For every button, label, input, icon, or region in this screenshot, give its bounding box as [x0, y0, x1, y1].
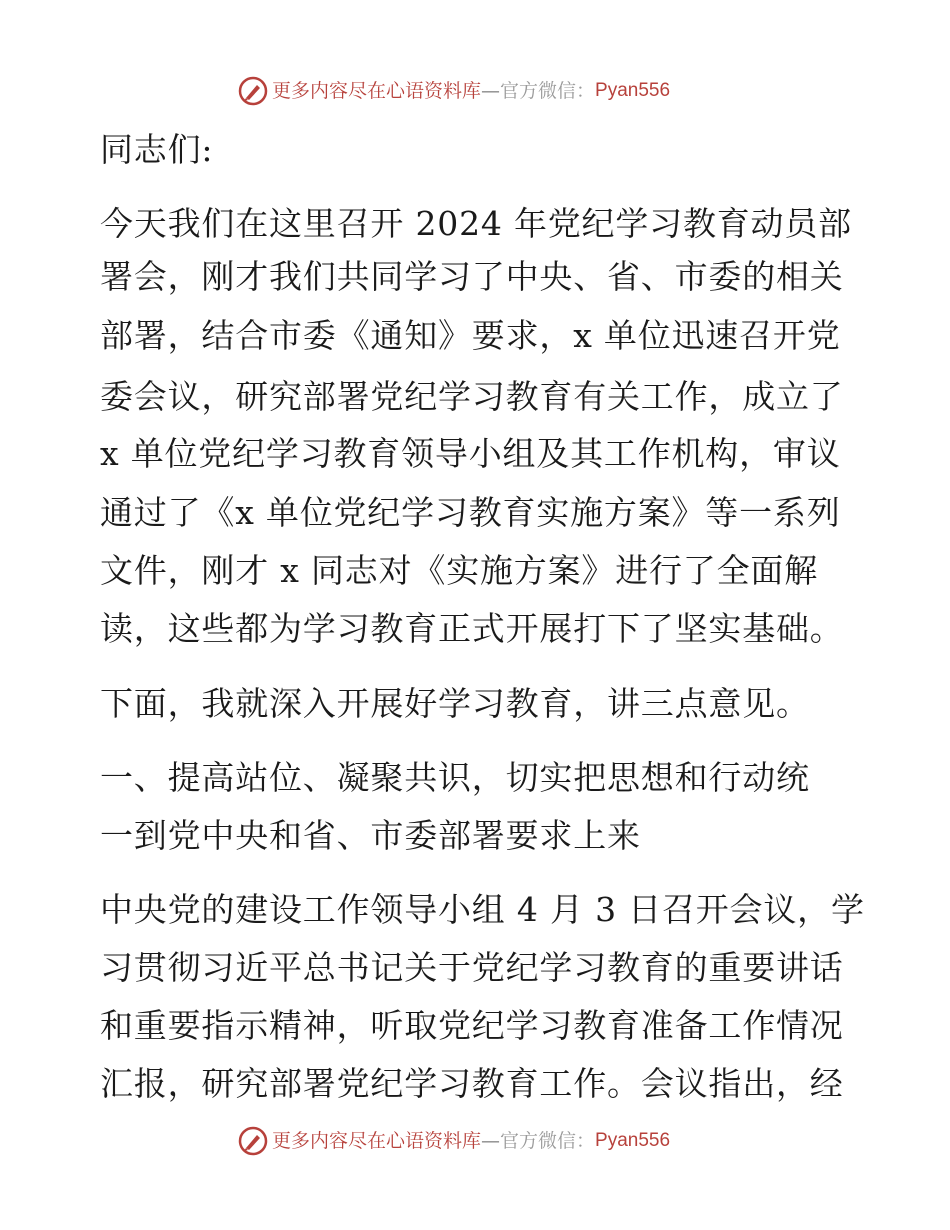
- watermark-title: 更多内容尽在心语资料库: [272, 1130, 482, 1152]
- watermark-header: [238, 76, 670, 106]
- watermark-label: 官方微信：: [500, 80, 596, 102]
- text-line: 汇报，研究部署党纪学习教育工作。会议指出，经: [100, 1064, 844, 1103]
- watermark-dash: —: [481, 1130, 501, 1152]
- pen-logo-icon: [238, 76, 268, 106]
- section-heading-line: 一、提高站位、凝聚共识，切实把思想和行动统: [100, 758, 810, 797]
- text-line: 下面，我就深入开展好学习教育，讲三点意见。: [100, 684, 810, 723]
- text-line: 和重要指示精神，听取党纪学习教育准备工作情况: [100, 1006, 844, 1045]
- text-line: x 单位党纪学习教育领导小组及其工作机构，审议: [100, 434, 841, 473]
- text-line: 通过了《x 单位党纪学习教育实施方案》等一系列: [100, 493, 841, 532]
- watermark-footer: [238, 1126, 670, 1156]
- watermark-dash: —: [481, 80, 501, 102]
- watermark-label: 官方微信：: [500, 1130, 596, 1152]
- text-line: 中央党的建设工作领导小组 4 月 3 日召开会议，学: [100, 890, 865, 929]
- section-heading-line: 一到党中央和省、市委部署要求上来: [100, 816, 641, 855]
- text-line: 习贯彻习近平总书记关于党纪学习教育的重要讲话: [100, 948, 844, 987]
- watermark-wechat-id: Pyan556: [595, 1130, 671, 1151]
- watermark-title: 更多内容尽在心语资料库: [272, 80, 482, 102]
- text-line: 读，这些都为学习教育正式开展打下了坚实基础。: [100, 609, 844, 648]
- text-line: 文件，刚才 x 同志对《实施方案》进行了全面解: [100, 551, 818, 590]
- pen-logo-icon: [238, 1126, 268, 1156]
- text-line: 同志们:: [100, 130, 214, 169]
- text-line: 今天我们在这里召开 2024 年党纪学习教育动员部: [100, 204, 852, 243]
- text-line: 署会，刚才我们共同学习了中央、省、市委的相关: [100, 257, 844, 296]
- text-line: 委会议，研究部署党纪学习教育有关工作，成立了: [100, 377, 844, 416]
- text-line: 部署，结合市委《通知》要求，x 单位迅速召开党: [100, 316, 841, 355]
- watermark-wechat-id: Pyan556: [595, 80, 671, 101]
